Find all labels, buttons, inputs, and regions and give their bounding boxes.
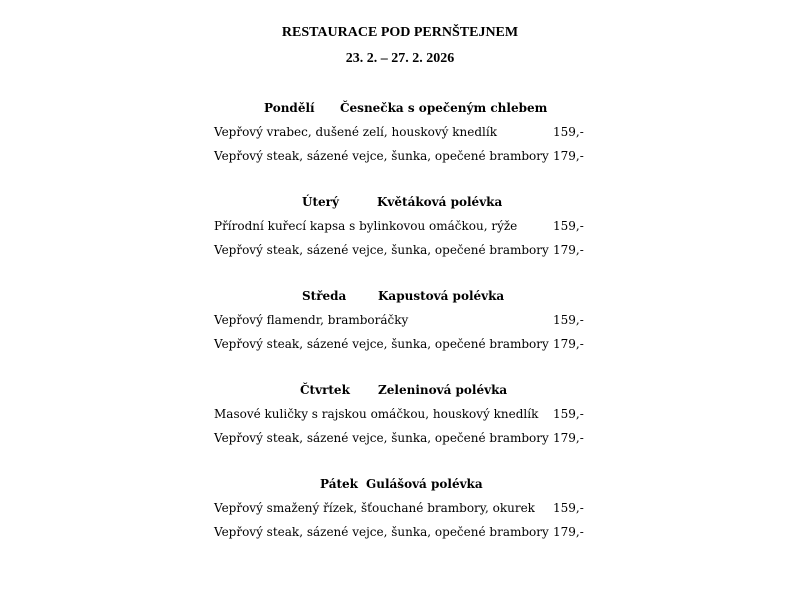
day-heading — [300, 383, 507, 397]
day-heading — [302, 289, 504, 303]
soup-name: Zeleninová polévka — [378, 383, 508, 397]
meal-item: Vepřový steak, sázené vejce, šunka, opečené brambory — [214, 431, 549, 445]
meal-price: 159,- — [553, 125, 584, 139]
meal-price: 179,- — [553, 149, 584, 163]
meal-price: 159,- — [553, 219, 584, 233]
day-heading — [302, 195, 502, 209]
day-heading — [320, 477, 483, 491]
meal-item: Vepřový steak, sázené vejce, šunka, opečené brambory — [214, 149, 549, 163]
day-name: Úterý — [302, 195, 339, 209]
meal-item: Vepřový steak, sázené vejce, šunka, opečené brambory — [214, 525, 549, 539]
soup-name: Kapustová polévka — [378, 289, 505, 303]
meal-price: 159,- — [553, 313, 584, 327]
meal-price: 159,- — [553, 407, 584, 421]
meal-price: 179,- — [553, 431, 584, 445]
soup-name: Květáková polévka — [377, 195, 503, 209]
meal-item: Vepřový smažený řízek, šťouchané brambory, okurek — [214, 501, 535, 515]
restaurant-title: RESTAURACE POD PERNŠTEJNEM — [281, 25, 519, 40]
meal-price: 179,- — [553, 525, 584, 539]
soup-name: Česnečka s opečeným chlebem — [340, 101, 548, 115]
day-name: Středa — [302, 289, 347, 303]
day-name: Pátek — [320, 477, 358, 491]
meal-item: Masové kuličky s rajskou omáčkou, houskový knedlík — [214, 407, 539, 421]
day-name: Pondělí — [264, 101, 315, 115]
meal-price: 179,- — [553, 337, 584, 351]
meal-item: Vepřový steak, sázené vejce, šunka, opečené brambory — [214, 337, 549, 351]
day-heading — [264, 101, 547, 115]
meal-price: 159,- — [553, 501, 584, 515]
meal-price: 179,- — [553, 243, 584, 257]
meal-item: Vepřový steak, sázené vejce, šunka, opečené brambory — [214, 243, 549, 257]
soup-name: Gulášová polévka — [366, 477, 483, 491]
meal-item: Vepřový flamendr, bramboráčky — [214, 313, 409, 327]
menu-date-range: 23. 2. – 27. 2. 2026 — [345, 51, 455, 66]
meal-item: Přírodní kuřecí kapsa s bylinkovou omáčkou, rýže — [214, 219, 518, 233]
meal-item: Vepřový vrabec, dušené zelí, houskový knedlík — [214, 125, 497, 139]
day-name: Čtvrtek — [300, 383, 350, 397]
